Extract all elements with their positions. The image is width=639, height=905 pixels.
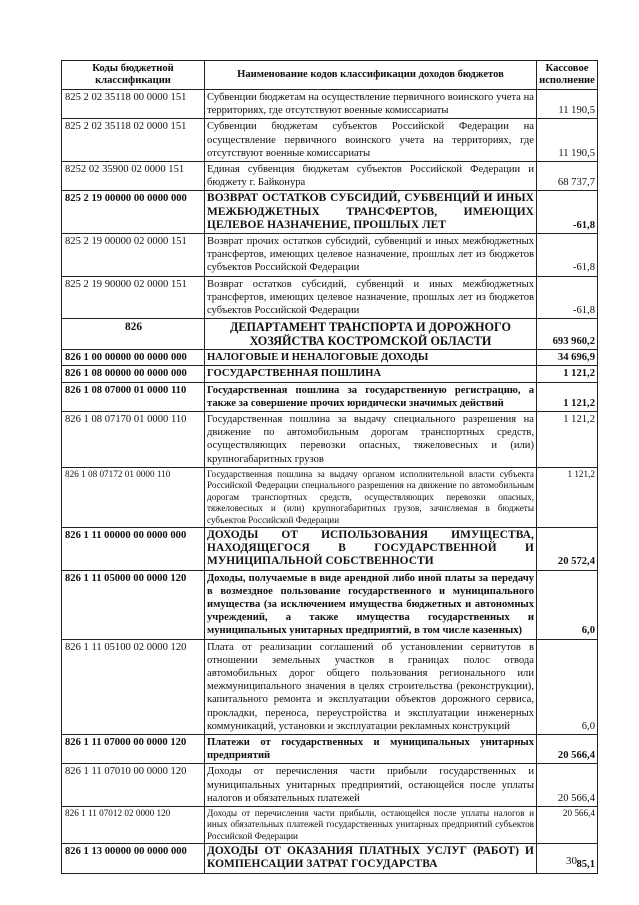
row-code: 826 1 08 00000 00 0000 000 <box>62 366 205 382</box>
row-amount: -61,8 <box>537 234 598 277</box>
header-code: Коды бюджетной классификации <box>62 61 205 90</box>
row-name: Государственная пошлина за выдачу органом исполнительной власти субъекта Российской Федерации специального разрешения на движение по автомобильным дорогам транспортных средств, осуществляющих перевозки опасных, тяжеловесных и (или) крупногабаритных грузов, зачисляемая в бюджеты субъектов Российской Федерации <box>205 467 537 527</box>
row-code: 826 1 11 07012 02 0000 120 <box>62 806 205 843</box>
row-amount: 85,1 <box>537 844 598 873</box>
row-code: 826 1 00 00000 00 0000 000 <box>62 350 205 366</box>
row-amount: 6,0 <box>537 639 598 734</box>
row-amount: 68 737,7 <box>537 162 598 191</box>
header-amount: Кассовое исполнение <box>537 61 598 90</box>
table-row <box>62 806 598 843</box>
row-name: Доходы, получаемые в виде арендной либо иной платы за передачу в возмездное пользование государственного и муниципального имущества (за исключением имущества бюджетных и автономных учреждений, а также имущества государственных и муниципальных унитарных предприятий, в том числе казенных) <box>205 570 537 639</box>
row-name: Государственная пошлина за выдачу специального разрешения на движение по автомобильным дорогам транспортных средств, осуществляющих перевозки опасных, тяжеловесных и (или) крупногабаритных грузов <box>205 412 537 468</box>
table-row <box>62 119 598 162</box>
row-code: 826 1 13 00000 00 0000 000 <box>62 844 205 873</box>
row-name: Доходы от перечисления части прибыли, остающейся после уплаты налогов и иных обязательных платежей государственных унитарных предприятий субъектов Российской Федерации <box>205 806 537 843</box>
row-name: ДОХОДЫ ОТ ИСПОЛЬЗОВАНИЯ ИМУЩЕСТВА, НАХОДЯЩЕГОСЯ В ГОСУДАРСТВЕННОЙ И МУНИЦИПАЛЬНОЙ СОБСТВЕННОСТИ <box>205 527 537 570</box>
table-row <box>62 366 598 382</box>
row-name: Единая субвенция бюджетам субъектов Российской Федерации и бюджету г. Байконура <box>205 162 537 191</box>
table-row <box>62 412 598 468</box>
table-row <box>62 764 598 807</box>
department-row <box>62 319 598 350</box>
table-row <box>62 639 598 734</box>
row-amount: 11 190,5 <box>537 90 598 119</box>
row-amount: -61,8 <box>537 191 598 234</box>
table-row <box>62 191 598 234</box>
row-code: 826 1 08 07000 01 0000 110 <box>62 382 205 411</box>
row-name: ГОСУДАРСТВЕННАЯ ПОШЛИНА <box>205 366 537 382</box>
row-name: ДОХОДЫ ОТ ОКАЗАНИЯ ПЛАТНЫХ УСЛУГ (РАБОТ) И КОМПЕНСАЦИИ ЗАТРАТ ГОСУДАРСТВА <box>205 844 537 873</box>
department-amount: 693 960,2 <box>537 319 598 350</box>
row-amount: 34 696,9 <box>537 350 598 366</box>
page-number: 30 <box>566 855 577 867</box>
row-code: 825 2 02 35118 02 0000 151 <box>62 119 205 162</box>
table-row <box>62 162 598 191</box>
row-code: 825 2 19 00000 02 0000 151 <box>62 234 205 277</box>
row-code: 8252 02 35900 02 0000 151 <box>62 162 205 191</box>
row-code: 826 1 11 07000 00 0000 120 <box>62 734 205 763</box>
table-row <box>62 734 598 763</box>
row-name: Плата от реализации соглашений об установлении сервитутов в отношении земельных участков в границах полос отвода автомобильных дорог общего пользования регионального или межмуниципального значения в целях строительства (реконструкции), капитального ремонта и эксплуатации объектов дорожного сервиса, прокладки, переноса, переустройства и эксплуатации инженерных коммуникаций, установки и эксплуатации рекламных конструкций <box>205 639 537 734</box>
header-name: Наименование кодов классификации доходов бюджетов <box>205 61 537 90</box>
row-amount: 1 121,2 <box>537 366 598 382</box>
table-row <box>62 276 598 319</box>
row-code: 826 1 08 07172 01 0000 110 <box>62 467 205 527</box>
row-name: НАЛОГОВЫЕ И НЕНАЛОГОВЫЕ ДОХОДЫ <box>205 350 537 366</box>
row-amount: 11 190,5 <box>537 119 598 162</box>
row-amount: 1 121,2 <box>537 382 598 411</box>
row-amount: 20 566,4 <box>537 734 598 763</box>
row-name: Субвенции бюджетам на осуществление первичного воинского учета на территориях, где отсутствуют военные комиссариаты <box>205 90 537 119</box>
row-name: Возврат остатков субсидий, субвенций и иных межбюджетных трансфертов, имеющих целевое назначение, прошлых лет из бюджетов субъектов Российской Федерации <box>205 276 537 319</box>
table-row <box>62 234 598 277</box>
row-code: 825 2 19 90000 02 0000 151 <box>62 276 205 319</box>
row-code: 825 2 19 00000 00 0000 000 <box>62 191 205 234</box>
table-header-row <box>62 61 598 90</box>
row-code: 826 1 08 07170 01 0000 110 <box>62 412 205 468</box>
row-amount: 1 121,2 <box>537 467 598 527</box>
table-row <box>62 844 598 873</box>
row-name: Доходы от перечисления части прибыли государственных и муниципальных унитарных предприятий, остающейся после уплаты налогов и обязательных платежей <box>205 764 537 807</box>
row-amount: 20 566,4 <box>537 764 598 807</box>
table-row <box>62 382 598 411</box>
table-row <box>62 570 598 639</box>
row-code: 826 1 11 05100 02 0000 120 <box>62 639 205 734</box>
row-name: Возврат прочих остатков субсидий, субвенций и иных межбюджетных трансфертов, имеющих целевое назначение, прошлых лет из бюджетов субъектов Российской Федерации <box>205 234 537 277</box>
table-row <box>62 527 598 570</box>
department-name: ДЕПАРТАМЕНТ ТРАНСПОРТА И ДОРОЖНОГО ХОЗЯЙСТВА КОСТРОМСКОЙ ОБЛАСТИ <box>205 319 537 350</box>
row-code: 826 1 11 05000 00 0000 120 <box>62 570 205 639</box>
table-row <box>62 467 598 527</box>
row-name: ВОЗВРАТ ОСТАТКОВ СУБСИДИЙ, СУБВЕНЦИЙ И ИНЫХ МЕЖБЮДЖЕТНЫХ ТРАНСФЕРТОВ, ИМЕЮЩИХ ЦЕЛЕВОЕ НАЗНАЧЕНИЕ, ПРОШЛЫХ ЛЕТ <box>205 191 537 234</box>
table-row <box>62 350 598 366</box>
row-name: Платежи от государственных и муниципальных унитарных предприятий <box>205 734 537 763</box>
row-name: Государственная пошлина за государственную регистрацию, а также за совершение прочих юридически значимых действий <box>205 382 537 411</box>
row-amount: -61,8 <box>537 276 598 319</box>
row-amount: 1 121,2 <box>537 412 598 468</box>
budget-income-table <box>61 60 598 874</box>
row-code: 826 1 11 07010 00 0000 120 <box>62 764 205 807</box>
department-code: 826 <box>62 319 205 350</box>
row-name: Субвенции бюджетам субъектов Российской Федерации на осуществление первичного воинского учета на территориях, где отсутствуют военные комиссариаты <box>205 119 537 162</box>
row-code: 826 1 11 00000 00 0000 000 <box>62 527 205 570</box>
row-amount: 20 572,4 <box>537 527 598 570</box>
row-code: 825 2 02 35118 00 0000 151 <box>62 90 205 119</box>
row-amount: 20 566,4 <box>537 806 598 843</box>
row-amount: 6,0 <box>537 570 598 639</box>
table-row <box>62 90 598 119</box>
